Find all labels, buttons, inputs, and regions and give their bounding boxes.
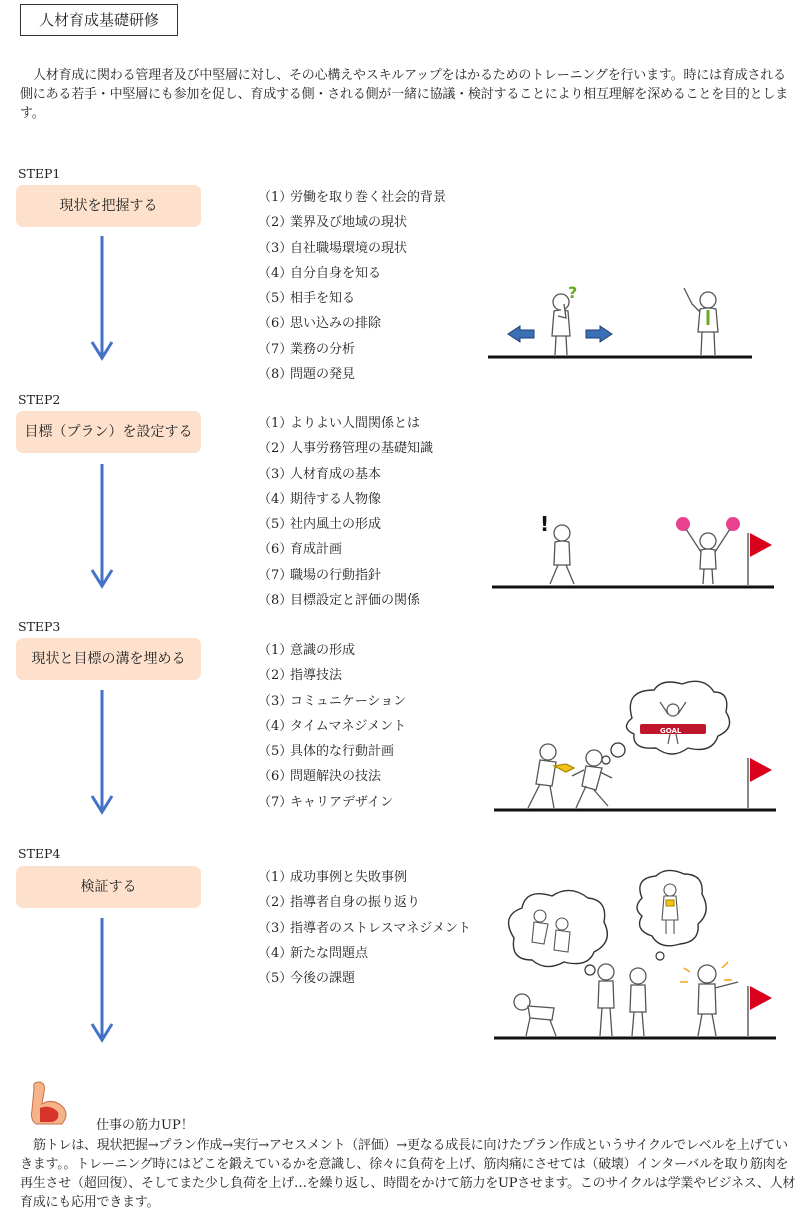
right-arrow-icon — [586, 326, 612, 342]
list-item: （4）自分自身を知る — [258, 265, 382, 281]
list-item: （1）労働を取り巻く社会的背景 — [258, 190, 447, 205]
step3-item-list — [258, 638, 406, 815]
list-item: （1）意識の形成 — [258, 643, 356, 658]
list-item: （1）成功事例と失敗事例 — [258, 870, 408, 885]
step4-box: 検証する — [16, 866, 201, 908]
walking-person-icon — [550, 525, 574, 584]
step2-illustration — [490, 505, 780, 595]
step3-illustration — [492, 678, 782, 818]
list-item: （8）問題の発見 — [258, 367, 356, 383]
step4-item-list — [258, 865, 471, 991]
list-item: （4）期待する人物像 — [258, 491, 382, 507]
intro-paragraph: 人材育成に関わる管理者及び中堅層に対し、その心構えやスキルアップをはかるためのトレーニングを行います。時には育成される側にある若手・中堅層にも参加を促し、育成する側・される側が一緒に協議・検討することにより相互理解を深めることを目的とします。 — [20, 68, 789, 121]
list-item: （1）よりよい人間関係とは — [258, 416, 421, 431]
list-item: （4）新たな問題点 — [258, 945, 369, 961]
list-item: （4）タイムマネジメント — [258, 718, 407, 734]
goal-banner-text: GOAL — [660, 727, 682, 735]
thinking-person-icon — [552, 294, 570, 355]
list-item: （3）自社職場環境の現状 — [258, 240, 408, 256]
list-item: （3）人材育成の基本 — [258, 466, 382, 482]
step3-down-arrow-icon — [90, 690, 114, 816]
step1-illustration — [486, 280, 756, 366]
crawling-person-icon — [514, 994, 556, 1036]
red-flag-icon — [748, 533, 772, 585]
closing-heading: 仕事の筋力UP！ — [96, 1118, 194, 1133]
list-item: （2）指導技法 — [258, 668, 343, 684]
thought-bubble-left-icon — [509, 890, 608, 975]
page-title: 人材育成基礎研修 — [20, 4, 178, 36]
red-flag-icon — [748, 986, 772, 1036]
list-item: （7）キャリアデザイン — [258, 794, 394, 810]
list-item: （5）具体的な行動計画 — [258, 744, 395, 760]
step2-down-arrow-icon — [90, 464, 114, 590]
step3-box: 現状と目標の溝を埋める — [16, 638, 201, 680]
standing-pair-icon — [598, 964, 646, 1036]
step2-item-list — [258, 411, 433, 613]
teacher-person-icon — [684, 288, 718, 355]
step1-box: 現状を把握する — [16, 185, 201, 227]
left-arrow-icon — [508, 326, 534, 342]
step2-box: 目標（プラン）を設定する — [16, 411, 201, 453]
list-item: （3）指導者のストレスマネジメント — [258, 920, 471, 936]
list-item: （6）思い込みの排除 — [258, 316, 382, 332]
list-item: （2）業界及び地域の現状 — [258, 215, 408, 231]
coach-megaphone-person-icon — [528, 744, 574, 808]
question-mark: ? — [568, 283, 578, 302]
step2-label: STEP2 — [18, 392, 61, 407]
thought-bubble-right-icon — [637, 870, 706, 960]
red-flag-icon — [748, 758, 772, 808]
list-item: （6）問題解決の技法 — [258, 769, 382, 785]
step1-down-arrow-icon — [90, 236, 114, 362]
flexed-arm-icon — [26, 1080, 72, 1128]
cheering-person-icon — [676, 517, 740, 584]
list-item: （6）育成計画 — [258, 542, 343, 558]
list-item: （5）社内風土の形成 — [258, 517, 382, 533]
list-item: （5）相手を知る — [258, 291, 356, 307]
list-item: （2）指導者自身の振り返り — [258, 895, 421, 911]
presenting-person-icon — [680, 962, 738, 1036]
list-item: （2）人事労務管理の基礎知識 — [258, 441, 434, 457]
step4-label: STEP4 — [18, 846, 61, 861]
step1-item-list — [258, 185, 446, 387]
thought-bubble-icon — [602, 681, 730, 764]
step1-label: STEP1 — [18, 166, 61, 181]
list-item: （7）職場の行動指針 — [258, 567, 382, 583]
list-item: （8）目標設定と評価の関係 — [258, 593, 421, 609]
list-item: （5）今後の課題 — [258, 971, 356, 987]
list-item: （3）コミュニケーション — [258, 693, 407, 709]
closing-paragraph: 筋トレは、現状把握→プラン作成→実行→アセスメント（評価）→更なる成長に向けたプラン作成というサイクルでレベルを上げていきます。。トレーニング時にはどこを鍛えているかを意識し、徐々に負荷を上げ、筋肉痛にさせては（破壊）インターバルを取り筋肉を再生させ（超回復）、そしてまた少し負荷を上げ…を繰り返し、時間をかけて筋力をUPさせます。このサイクルは学業やビジネス、人材育成にも応用できます。 — [20, 1138, 796, 1210]
list-item: （7）業務の分析 — [258, 341, 356, 357]
exclamation-mark: ! — [540, 512, 550, 536]
step4-down-arrow-icon — [90, 918, 114, 1044]
step3-label: STEP3 — [18, 619, 61, 634]
step4-illustration — [492, 868, 782, 1044]
